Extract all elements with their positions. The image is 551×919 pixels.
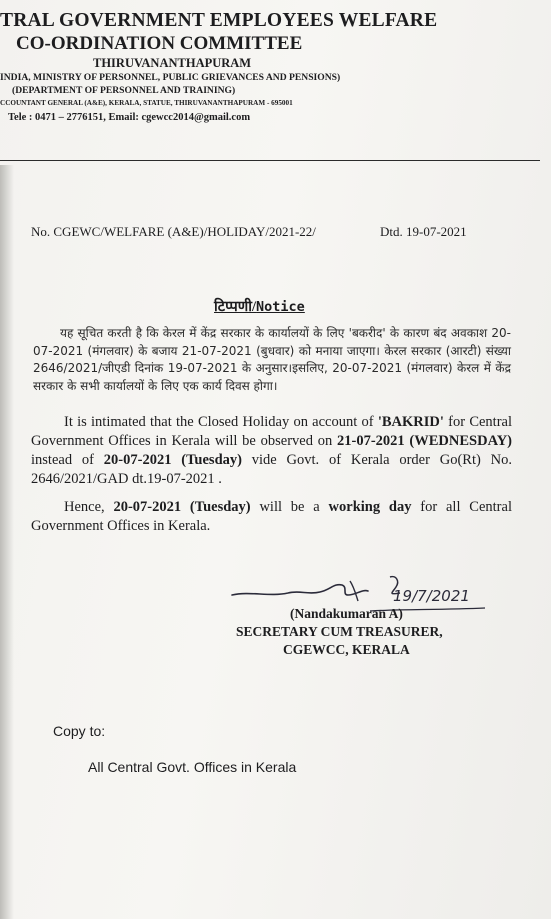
letterhead-ministry: INDIA, MINISTRY OF PERSONNEL, PUBLIC GRIEVANCES AND PENSIONS) <box>0 72 341 83</box>
para2-working-date: 20-07-2021 (Tuesday) <box>113 499 251 515</box>
notice-hindi-paragraph: यह सूचित करती है कि केरल में केंद्र सरकार के कार्यालयों के लिए 'बकरीद' के कारण बंद अवकाश 20-07-2021 (मंगलवार) के बजाय 21-07-2021 (बुधवार) को मनाया जाएगा। केरल सरकार (आरटी) संख्या 2646/2021/जीएडी दिनांक 19-07-2021 के अनुसार।इसलिए, 20-07-2021 (मंगलवार) केरल में केंद्र सरकार के सभी कार्यालयों के लिए एक कार्य दिवस होगा। <box>33 326 511 393</box>
para1-festival: 'BAKRID' <box>377 414 444 430</box>
letterhead-department: (DEPARTMENT OF PERSONNEL AND TRAINING) <box>12 85 236 96</box>
para2-text-3: for all Central Government Offices in Kerala. <box>31 499 512 534</box>
notice-english-paragraph-1 <box>31 413 512 489</box>
letterhead-address: CCOUNTANT GENERAL (A&E), KERALA, STATUE, THIRUVANANTHAPURAM - 695001 <box>0 99 293 107</box>
para1-text-2: for Central Government Offices in Kerala will be observed on <box>31 414 512 449</box>
signatory-name: (Nandakumaran A) <box>290 606 403 621</box>
notice-english-paragraph-2 <box>31 498 512 536</box>
notice-title-hindi: टिप्पणी/ <box>214 299 257 315</box>
letterhead-org-name-line1: TRAL GOVERNMENT EMPLOYEES WELFARE <box>0 10 438 31</box>
letterhead-divider <box>0 160 540 161</box>
reference-date: Dtd. 19-07-2021 <box>380 224 467 239</box>
reference-number: No. CGEWC/WELFARE (A&E)/HOLIDAY/2021-22/ <box>31 224 316 239</box>
copy-recipient: All Central Govt. Offices in Kerala <box>88 759 297 775</box>
notice-title <box>214 296 305 316</box>
signatory-organisation: CGEWCC, KERALA <box>283 642 410 657</box>
para2-text-1: Hence, <box>64 499 114 515</box>
copy-to-label: Copy to: <box>53 723 106 739</box>
para1-text-3: instead of <box>31 452 104 468</box>
signatory-designation: SECRETARY CUM TREASURER, <box>236 624 443 639</box>
para2-working-day: working day <box>328 499 412 515</box>
letterhead-city: THIRUVANANTHAPURAM <box>93 56 252 70</box>
para1-new-date: 21-07-2021 (WEDNESDAY) <box>337 433 513 449</box>
page-edge-shadow <box>0 165 14 919</box>
para1-old-date: 20-07-2021 (Tuesday) <box>103 452 242 468</box>
letterhead-contact: Tele : 0471 – 2776151, Email: cgewcc2014@gmail.com <box>8 112 251 123</box>
notice-title-english: Notice <box>256 299 305 315</box>
para2-text-2: will be a <box>250 499 329 515</box>
handwritten-date: 19/7/2021 <box>393 587 470 605</box>
letterhead-org-name-line2: CO-ORDINATION COMMITTEE <box>16 33 303 54</box>
para1-text-4: vide Govt. of Kerala order Go(Rt) No. 2646/2021/GAD dt.19-07-2021 . <box>31 452 512 487</box>
para1-text-1: It is intimated that the Closed Holiday on account of <box>64 414 378 430</box>
